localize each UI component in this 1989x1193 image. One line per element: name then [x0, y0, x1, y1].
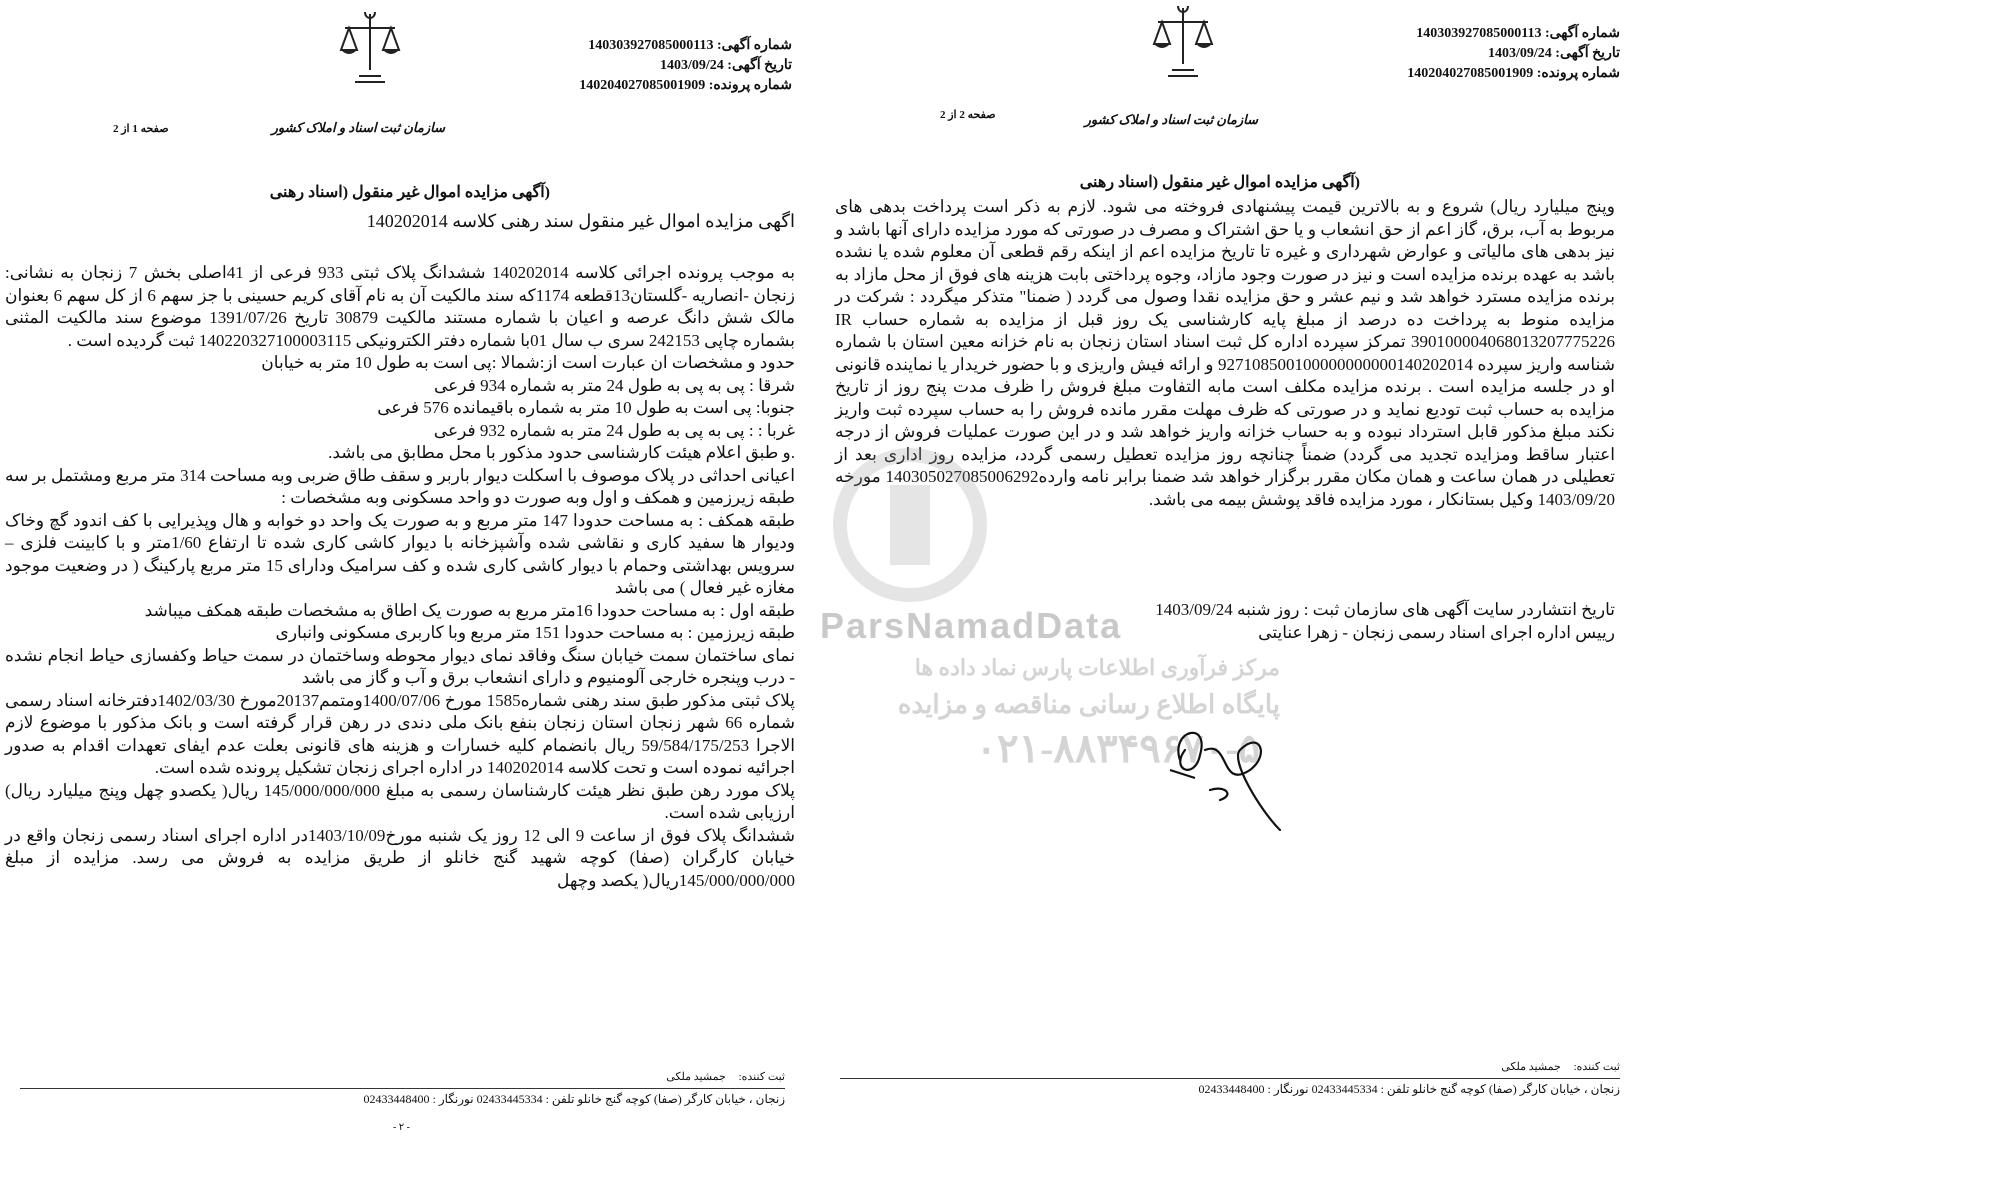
body-paragraph: اعیانی احداثی در پلاک موصوف با اسکلت دیوار باربر و سقف طاق ضربی وبه مساحت 314 متر مربع ومشتمل بر سه طبقه زیرزمین و همکف و اول وبه صورت دو واحد مسکونی وبه مشخصات : — [5, 465, 795, 507]
file-number-label: شماره پرونده: — [1536, 66, 1620, 81]
watermark-line-2: پایگاه اطلاع رسانی مناقصه و مزایده — [897, 690, 1280, 719]
watermark-line-1: مرکز فرآوری اطلاعات پارس نماد داده ها — [914, 655, 1280, 680]
signature-scribble — [1150, 700, 1300, 850]
ad-meta-block — [1407, 24, 1620, 84]
page-bottom-mark: - ۲ - — [392, 1122, 410, 1133]
file-number-label: شماره پرونده: — [708, 78, 792, 93]
registrar-label: ثبت کننده: — [1573, 1061, 1620, 1073]
notice-page-2 — [820, 0, 1620, 1193]
body-paragraph: .و طبق اعلام هیئت کارشناسی حدود مذکور با محل مطابق می باشد. — [328, 443, 795, 462]
registrar-name: جمشید ملکی — [1501, 1061, 1561, 1073]
notice-page-1 — [5, 0, 800, 1193]
body-paragraph: وپنج میلیارد ریال) شروع و به بالاترین قیمت پیشنهادی فروخته می شود. لازم به ذکر است پرداخت بدهی های مربوط به آب، برق، گاز اعم از حق انشعاب و یا حق اشتراک و مصرف در صورتی که مورد مزایده دارای آنها باشد و نیز بدهی های مالیاتی و عوارض شهرداری و غیره تا تاریخ مزایده اعم از اینکه رقم قطعی آن معلوم شده یا نشده باشد به عهده برنده مزایده است و نیز در صورت وجود مازاد، وجوه پرداختی بابت هزینه های فوق از محل مازاد به برنده مزایده مسترد خواهد شد و نیم عشر و حق مزایده نقدا وصول می گردد ( ضمنا" متذکر میگردد : شرکت در مزایده منوط به پرداخت ده درصد از مبلغ پایه کارشناسی یک روز قبل از مزایده به شماره حساب IR 390100004068013207775226 تمرکز سپرده اداره کل ثبت اسناد استان زنجان به نام خزانه معین استان با شماره شناسه واریز سپرده 927108500100000000000140202014 و ارائه فیش واریزی و با حضور خریدار یا نماینده قانونی او در جلسه مزایده است . برنده مزایده مکلف است مابه التفاوت مبلغ فروش را ظرف مدت پنج روز از تاریخ مزایده به حساب ثبت تودیع نماید و در صورتی که ظرف مهلت مقرر مانده فروش را به حساب سپرده ثبت واریز نکند مبلغ مذکور قابل استرداد نبوده و به حساب خزانه واریز خواهد شد و در این صورت عملیات فروش از درجه اعتبار ساقط ومزایده تجدید می گردد) ضمناً چنانچه روز مزایده تعطیل رسمی گردد، مزایده روز اداری بعد از تعطیلی در همان ساعت و همان مکان مقرر برگزار خواهد شد ضمنا برابر نامه وارده140305027085006292 مورخه 1403/09/20 وکیل بستانکار ، مورد مزایده فاقد پوشش بیمه می باشد. — [835, 197, 1615, 509]
ad-date: 1403/09/24 — [660, 58, 724, 73]
footer-divider — [20, 1088, 785, 1089]
notice-title: (آگهی مزایده اموال غیر منقول (اسناد رهنی — [1079, 174, 1360, 191]
footer-address: زنجان ، خیابان کارگر (صفا) کوچه گنج خانلو تلفن : 02433445334 نورنگار : 02433448400 — [363, 1092, 785, 1106]
body-paragraph: پلاک ثبتی مذکور طبق سند رهنی شماره1585 مورخ 1400/07/06ومتمم20137مورخ 1402/03/30دفترخانه اسناد رسمی شماره 66 شهر زنجان استان زنجان بنفع بانک ملی دندی در رهن قرار گرفته است و بانک مذکور با موضوع لازم الاجرا 59/584/175/253 ریال بانضمام کلیه خسارات و هزینه های قانونی بعلت عدم ایفای تعهدات اقدام به صدور اجرائیه نموده است و تحت کلاسه 140202014 در اداره اجرای زنجان تشکیل پرونده شده است. — [5, 690, 796, 777]
ad-number: 140303927085000113 — [588, 38, 714, 53]
scales-of-justice-icon — [1148, 2, 1218, 82]
ad-meta-block — [579, 36, 792, 96]
file-number: 140204027085001909 — [579, 78, 706, 93]
ad-date: 1403/09/24 — [1488, 46, 1552, 61]
ad-number-label: شماره آگهی: — [1544, 26, 1620, 41]
registrar — [1501, 1060, 1620, 1073]
notice-subtitle: اگهی مزایده اموال غیر منقول سند رهنی کلاسه 140202014 — [366, 211, 795, 231]
watermark-brand: ParsNamadData — [820, 605, 1123, 646]
notice-title: (آگهی مزایده اموال غیر منقول (اسناد رهنی — [269, 184, 550, 201]
page-indicator: صفحه 1 از 2 — [113, 123, 169, 135]
registrar — [666, 1070, 785, 1083]
publish-date-line: تاریخ انتشاردر سایت آگهی های سازمان ثبت : روز شنبه 1403/09/24 — [1155, 600, 1615, 619]
ad-date-label: تاریخ آگهی: — [727, 58, 792, 73]
footer-divider — [840, 1078, 1620, 1079]
registrar-label: ثبت کننده: — [738, 1071, 785, 1083]
body-paragraph: شرقا : پی به پی به طول 24 متر به شماره 934 فرعی — [434, 375, 795, 395]
body-paragraph: نمای ساختمان سمت خیابان سنگ وفاقد نمای دیوار محوطه وساختمان در سمت حیاط وکفسازی حیاط انجام نشده - درب وپنجره خارجی آلومنیوم و دارای انشعاب برق و آب و گاز می باشد — [5, 645, 795, 687]
page-indicator: صفحه 2 از 2 — [940, 109, 996, 121]
notice-body — [5, 262, 795, 892]
footer-address: زنجان ، خیابان کارگر (صفا) کوچه گنج خانلو تلفن : 02433445334 نورنگار : 02433448400 — [1198, 1082, 1620, 1096]
judiciary-emblem — [1148, 2, 1218, 82]
ad-date-label: تاریخ آگهی: — [1555, 46, 1620, 61]
registrar-name: جمشید ملکی — [666, 1071, 726, 1083]
body-paragraph: طبقه زیرزمین : به مساحت حدودا 151 متر مربع وبا کاربری مسکونی وانباری — [275, 623, 795, 642]
ad-number: 140303927085000113 — [1416, 26, 1542, 41]
body-paragraph: طبقه همکف : به مساحت حدودا 147 متر مربع و به صورت یک واحد دو خوابه و هال وپذیرایی با کف اندود گچ وخاک ودیوار ها سفید کاری و نقاشی شده وآشپزخانه با دیوار کاشی کاری شده تا ارتفاع 1/60متر و با کابینت فلزی – سرویس بهداشتی وحمام با دیوار کاشی کاری شده و کف سرامیک ودارای 15 متر مربع پارکینگ ( در وضعیت موجود مغازه غیر فعال ) می باشد — [5, 510, 795, 597]
notice-body — [835, 196, 1615, 511]
scales-of-justice-icon — [335, 8, 405, 88]
ad-number-label: شماره آگهی: — [716, 38, 792, 53]
body-paragraph: ششدانگ پلاک فوق از ساعت 9 الی 12 روز یک شنبه مورخ1403/10/09در اداره اجرای اسناد رسمی زنجان واقع در خیابان کارگران (صفا) کوچه شهید گنج خانلو از طریق مزایده به فروش می رسد. مزایده از مبلغ 145/000/000/000ریال( یکصد وچهل — [5, 825, 795, 890]
watermark-phone: ۰۲۱-۸۸۳۴۹۶۷۰-۵ — [975, 726, 1260, 771]
file-number: 140204027085001909 — [1407, 66, 1534, 81]
body-paragraph: غربا : : پی به پی به طول 24 متر به شماره 932 فرعی — [433, 420, 795, 440]
body-paragraph: حدود و مشخصات ان عبارت است از:شمالا :پی است به طول 10 متر به خیابان — [261, 353, 795, 372]
org-name: سازمان ثبت اسناد و املاک کشور — [271, 120, 445, 135]
signer-line: رییس اداره اجرای اسناد رسمی زنجان - زهرا عنایتی — [1258, 623, 1615, 642]
judiciary-emblem — [335, 8, 405, 88]
body-paragraph: پلاک مورد رهن طبق نظر هیئت کارشناسان رسمی به مبلغ 145/000/000/000 ریال( یکصدو چهل وپنج میلیارد ریال) ارزیابی شده است. — [5, 780, 795, 822]
body-paragraph: جنوبا: پی است به طول 10 متر به شماره باقیمانده 576 فرعی — [377, 398, 795, 417]
org-name: سازمان ثبت اسناد و املاک کشور — [1084, 112, 1258, 127]
body-paragraph: طبقه اول : به مساحت حدودا 16متر مربع به صورت یک اطاق به مشخصات طبقه همکف میباشد — [144, 600, 795, 620]
body-paragraph: به موجب پرونده اجرائی کلاسه 140202014 ششدانگ پلاک ثبتی 933 فرعی از 41اصلی بخش 7 زنجان به نشانی: زنجان -انصاریه -گلستان13قطعه 1174که سند مالکیت آن به نام آقای کریم حسینی با جز سهم 6 از کل سهم 6 بعنوان مالک شش دانگ عرصه و اعیان با شماره مستند مالکیت 30879 تاریخ 1391/07/26 موضوع سند مالکیت المثنی بشماره چاپی 242153 سری ب سال 01با شماره دفتر الکترونیکی 140220327100003115 ثبت گردیده است . — [5, 263, 796, 350]
